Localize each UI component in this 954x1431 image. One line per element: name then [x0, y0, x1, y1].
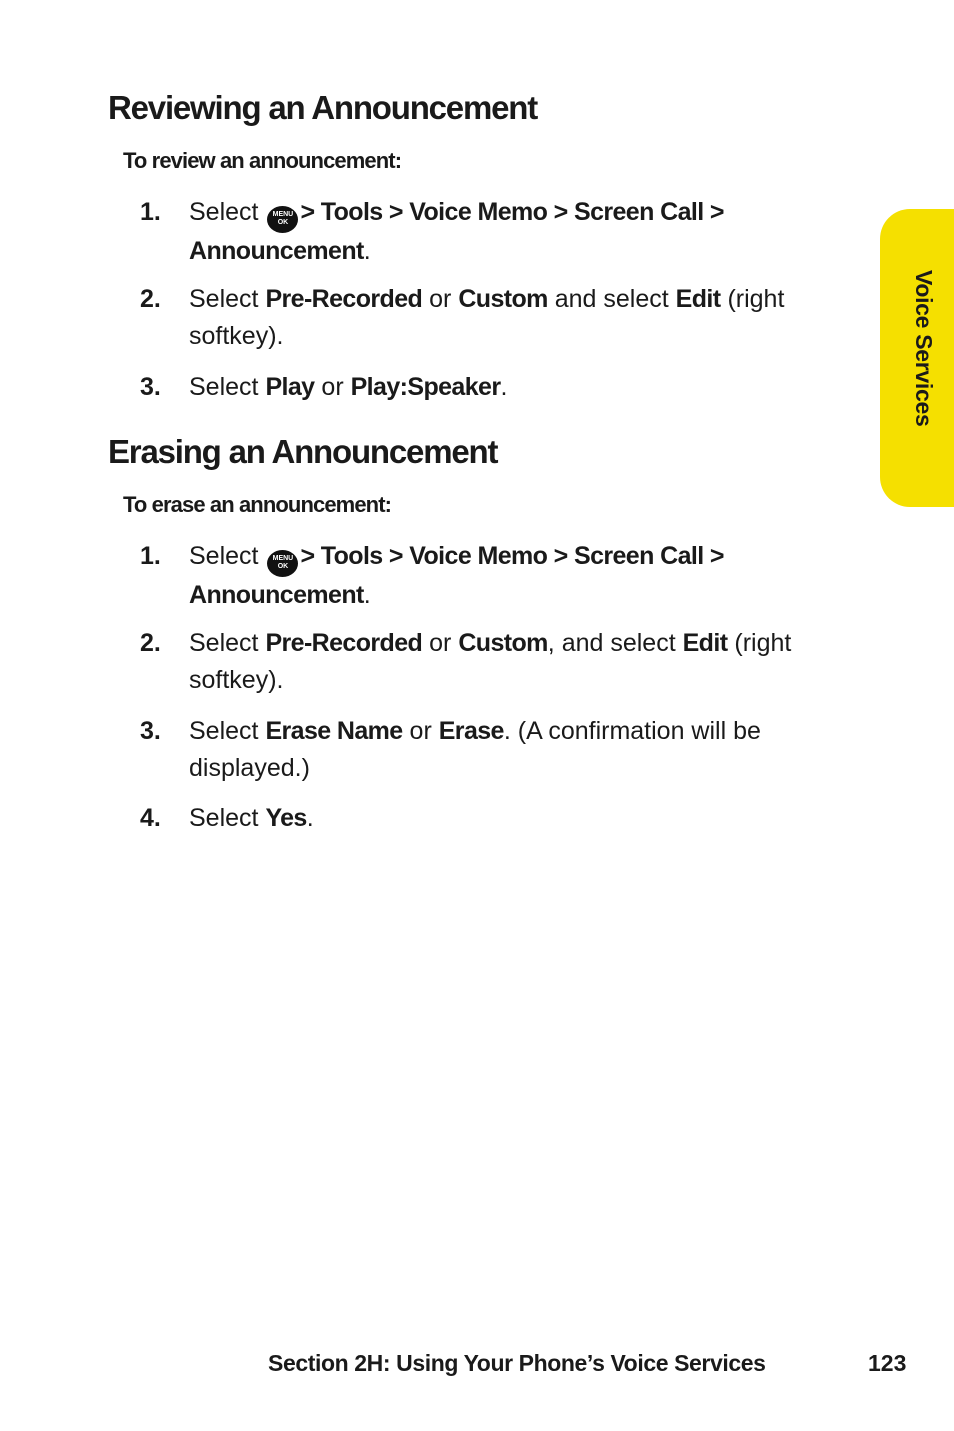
- step-number: 4.: [140, 804, 161, 832]
- menu-path: > Tools > Voice Memo > Screen Call >: [300, 542, 724, 570]
- menu-ok-key-icon: MENU OK: [267, 550, 298, 577]
- step-text: Select: [189, 198, 259, 226]
- option-erase-name: Erase Name: [265, 717, 403, 745]
- step-number: 2.: [140, 285, 161, 313]
- option-edit: Edit: [675, 285, 721, 313]
- menu-path-target: Announcement: [189, 237, 364, 265]
- menu-ok-key-icon: MENU OK: [267, 206, 298, 233]
- reviewing-heading: Reviewing an Announcement: [108, 89, 538, 126]
- erasing-heading: Erasing an Announcement: [108, 433, 498, 470]
- step-number: 3.: [140, 373, 161, 401]
- review-step-3: 3. Select Play or Play:Speaker.: [140, 369, 820, 406]
- option-play-speaker: Play:Speaker: [350, 373, 501, 401]
- step-number: 1.: [140, 198, 161, 226]
- side-tab-label: Voice Services: [911, 270, 937, 427]
- erase-step-1: 1. Select MENU OK > Tools > Voice Memo > Screen Call > Announcement.: [140, 538, 820, 614]
- option-play: Play: [265, 373, 315, 401]
- erase-step-3: 3. Select Erase Name or Erase. (A confirmation will be displayed.): [140, 713, 820, 787]
- erase-step-4: 4. Select Yes.: [140, 800, 820, 837]
- review-step-2: 2. Select Pre-Recorded or Custom and select Edit (right softkey).: [140, 281, 820, 355]
- footer-section-title: Section 2H: Using Your Phone’s Voice Services: [268, 1350, 766, 1376]
- option-custom: Custom: [458, 285, 548, 313]
- option-erase: Erase: [438, 717, 504, 745]
- option-pre-recorded: Pre-Recorded: [265, 629, 423, 657]
- step-number: 2.: [140, 629, 161, 657]
- option-custom: Custom: [458, 629, 548, 657]
- option-pre-recorded: Pre-Recorded: [265, 285, 423, 313]
- erase-step-2: 2. Select Pre-Recorded or Custom, and select Edit (right softkey).: [140, 625, 820, 699]
- menu-path-target: Announcement: [189, 581, 364, 609]
- option-edit: Edit: [682, 629, 728, 657]
- reviewing-subheading: To review an announcement:: [123, 148, 402, 173]
- page-number: 123: [868, 1350, 907, 1376]
- step-number: 1.: [140, 542, 161, 570]
- option-yes: Yes: [265, 804, 307, 832]
- menu-path: > Tools > Voice Memo > Screen Call >: [300, 198, 724, 226]
- erasing-subheading: To erase an announcement:: [123, 492, 392, 517]
- review-step-1: 1. Select MENU OK > Tools > Voice Memo > Screen Call > Announcement.: [140, 194, 820, 270]
- step-number: 3.: [140, 717, 161, 745]
